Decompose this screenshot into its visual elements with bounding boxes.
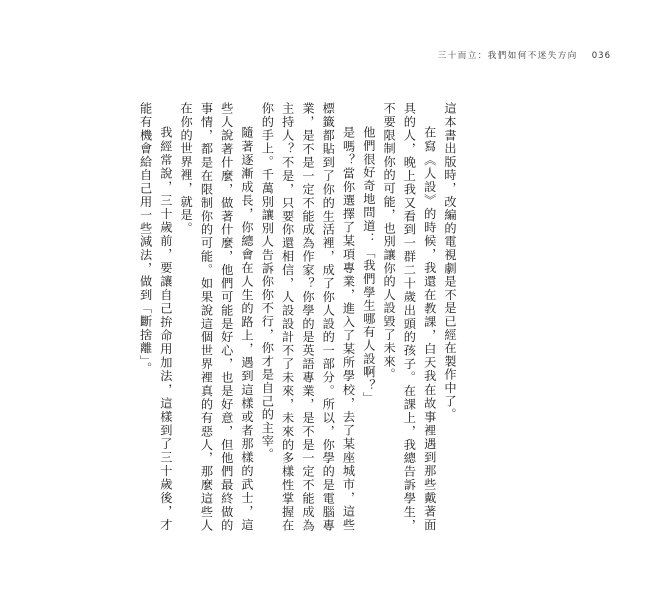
- body-text: [138, 102, 460, 532]
- paragraph: 在寫《人設》的時候，我還在教課，白天我在故事裡遇到那些戴著面具的人，晚上我又看到一群二十歲出頭的孩子。在課上，我總告訴學生，不要限制你的可能，也別讓你的人設毀了未來。: [382, 102, 437, 532]
- paragraph: 是嗎？當你選擇了某項專業，進入了某所學校，去了某座城市，這些標籤都貼到了你的生活裡，成了你人設的一部分。所以，你學的是電腦專業，是不是一定不能成為作家？你學的是英語專業，是不是一定不能成為主持人？不是，只要你還相信，人設設計不了未來，未來的多樣性掌握在你的手上。千萬別讓別人告訴你你不行，你才是自己的主宰。: [260, 102, 356, 532]
- running-head: [341, 49, 611, 61]
- running-head-title: 三十而立：我們如何不迷失方向: [437, 51, 578, 61]
- paragraph: 這本書出版時，改編的電視劇是不是已經在製作中了。: [443, 102, 457, 422]
- page-number: 036: [591, 51, 611, 61]
- paragraph: 隨著逐漸成長，你總會在人生的路上，遇到這樣或者那樣的武士，這些人說著什麼，做著什麼，他們可能是好心，也是好意，但他們最終做的事情，都是在限制你的可能。如果說這個世界裡真的有惡人，那麼這些人在你的世界裡，就是。: [179, 102, 255, 532]
- paragraph: 我經常說，三十歲前，要讓自己拚命用加法，這樣到了三十歲後，才能有機會給自己用一些減法，做到「斷捨離」。: [138, 102, 173, 532]
- paragraph: 他們很好奇地問道：「我們學生哪有人設啊？」: [361, 126, 376, 406]
